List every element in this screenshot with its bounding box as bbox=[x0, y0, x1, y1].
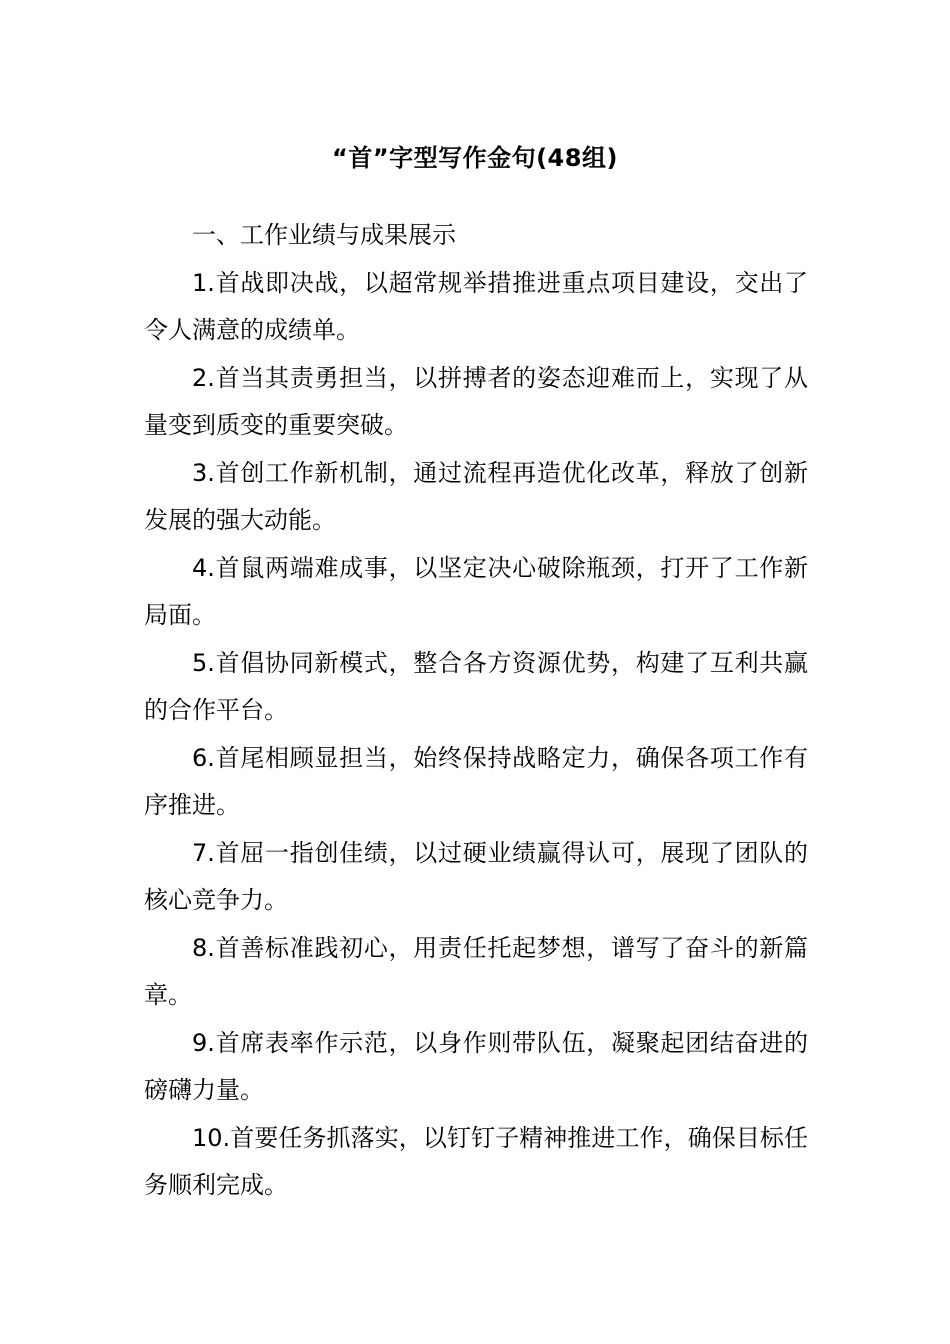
list-item-7: 7.首屈一指创佳绩，以过硬业绩赢得认可，展现了团队的核心竞争力。 bbox=[144, 838, 808, 914]
section-heading: 一、工作业绩与成果展示 bbox=[192, 221, 456, 249]
list-item-10: 10.首要任务抓落实，以钉钉子精神推进工作，确保目标任务顺利完成。 bbox=[144, 1123, 808, 1199]
list-item-1: 1.首战即决战，以超常规举措推进重点项目建设，交出了令人满意的成绩单。 bbox=[144, 268, 808, 344]
list-item-8: 8.首善标准践初心，用责任托起梦想，谱写了奋斗的新篇章。 bbox=[144, 933, 808, 1009]
list-item-4: 4.首鼠两端难成事，以坚定决心破除瓶颈，打开了工作新局面。 bbox=[144, 553, 808, 629]
list-item-2: 2.首当其责勇担当，以拼搏者的姿态迎难而上，实现了从量变到质变的重要突破。 bbox=[144, 363, 808, 439]
list-item-6: 6.首尾相顾显担当，始终保持战略定力，确保各项工作有序推进。 bbox=[144, 743, 808, 819]
document-body bbox=[144, 212, 808, 1210]
list-item-3: 3.首创工作新机制，通过流程再造优化改革，释放了创新发展的强大动能。 bbox=[144, 458, 808, 534]
list-item-5: 5.首倡协同新模式，整合各方资源优势，构建了互利共赢的合作平台。 bbox=[144, 648, 808, 724]
document-title: “首”字型写作金句(48组) bbox=[332, 144, 618, 172]
list-item-9: 9.首席表率作示范，以身作则带队伍，凝聚起团结奋进的磅礴力量。 bbox=[144, 1028, 808, 1104]
